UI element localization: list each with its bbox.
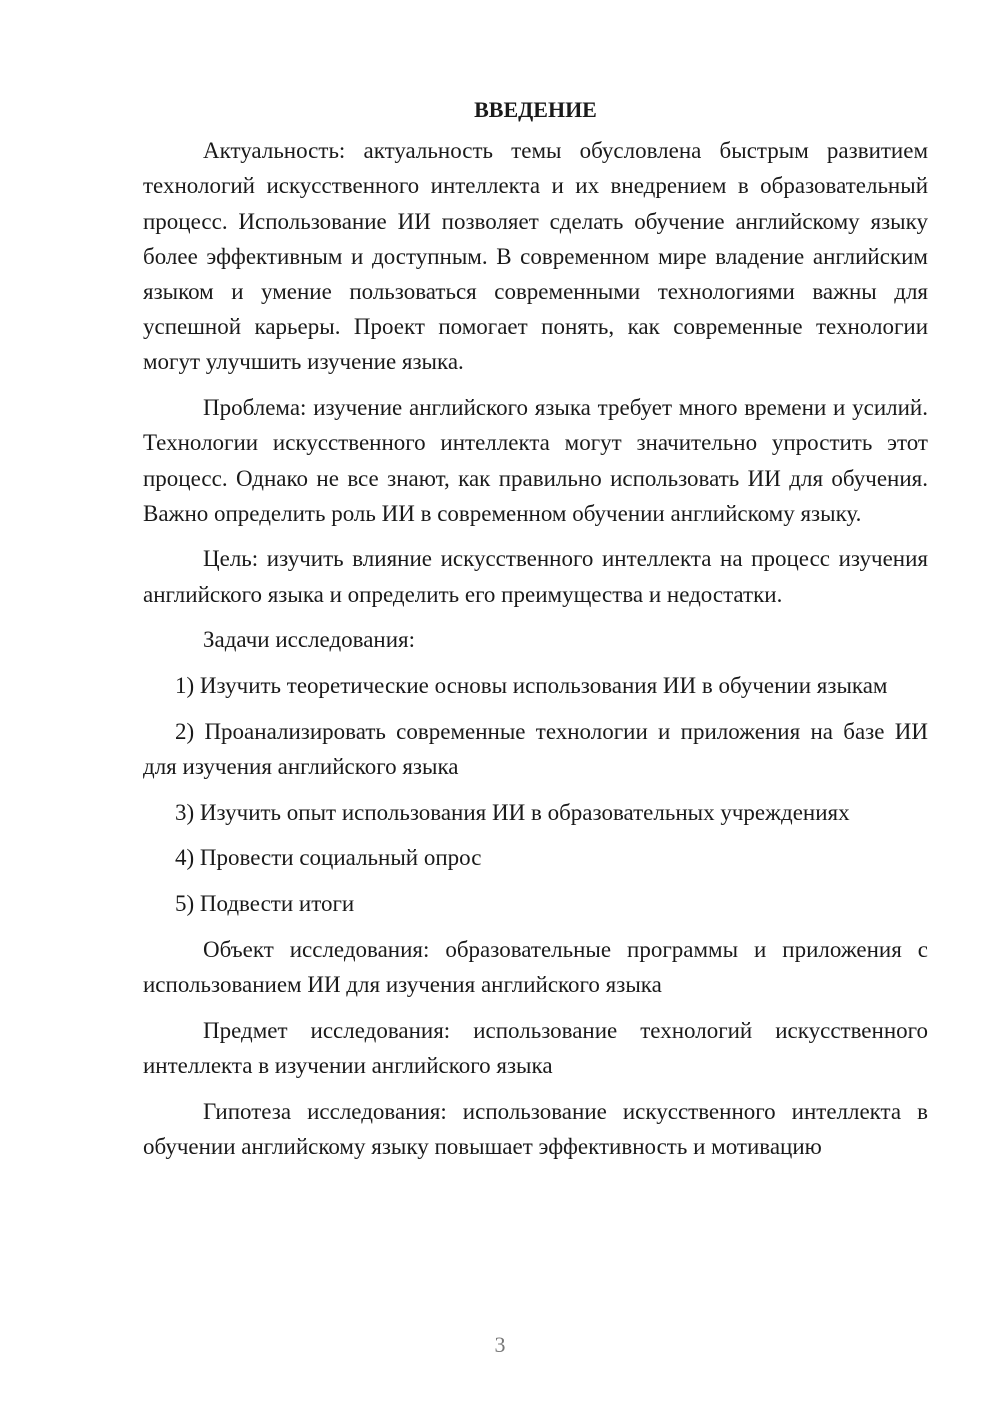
paragraph-hypothesis: Гипотеза исследования: использование искусственного интеллекта в обучении английскому языку повышает эффективность и мотивацию (143, 1098, 928, 1159)
document-page (143, 92, 928, 1174)
paragraph-problem: Проблема: изучение английского языка требует много времени и усилий. Технологии искусственного интеллекта могут значительно упростить этот процесс. Однако не все знают, как правильно использовать ИИ для обучения. Важно определить роль ИИ в современном обучении английскому языку. (143, 395, 928, 526)
paragraph-object: Объект исследования: образовательные программы и приложения с использованием ИИ для изучения английского языка (143, 936, 928, 997)
tasks-heading: Задачи исследования: (203, 627, 416, 653)
list-item: 3) Изучить опыт использования ИИ в образовательных учреждениях (175, 799, 850, 825)
paragraph-subject: Предмет исследования: использование технологий искусственного интеллекта в изучении английского языка (143, 1017, 928, 1078)
list-item: 5) Подвести итоги (175, 891, 355, 917)
page-title: ВВЕДЕНИЕ (474, 97, 597, 122)
page-number: 3 (494, 1332, 506, 1357)
list-item: 1) Изучить теоретические основы использования ИИ в обучении языкам (175, 673, 888, 699)
tasks-list (143, 668, 928, 921)
paragraph-goal: Цель: изучить влияние искусственного интеллекта на процесс изучения английского языка и определить его преимущества и недостатки. (143, 546, 928, 607)
paragraph-relevance: Актуальность: актуальность темы обусловлена быстрым развитием технологий искусственного интеллекта и их внедрением в образовательный процесс. Использование ИИ позволяет сделать обучение английскому языку более эффективным и доступным. В современном мире владение английским языком и умение пользоваться современными технологиями важны для успешной карьеры. Проект помогает понять, как современные технологии могут улучшить изучение языка. (143, 138, 928, 375)
list-item: 4) Провести социальный опрос (175, 845, 482, 871)
list-item: 2) Проанализировать современные технологии и приложения на базе ИИ для изучения английского языка (143, 718, 928, 779)
